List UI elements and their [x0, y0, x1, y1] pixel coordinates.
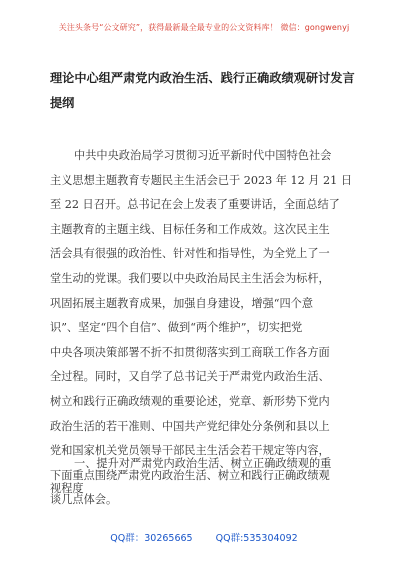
paragraph-line: 中央各项决策部署不折不扣贯彻落实到工商联工作各方面 — [50, 345, 330, 359]
paragraph-line: 主题教育的主题主线、目标任务和工作成效。这次民主生 — [50, 222, 330, 236]
paragraph-line: 主义思想主题教育专题民主生活会已于 2023 年 12 月 21 日 — [50, 173, 353, 187]
qq-group-1: QQ群：30265665 — [110, 533, 193, 544]
paragraph-line: 政治生活的若干准则、中国共产党纪律处分条例和县以上 — [50, 419, 330, 433]
title-line-2: 提纲 — [50, 96, 75, 110]
paragraph-line: 堂生动的党课。我们要以中央政治局民主生活会为标杆， — [50, 271, 330, 285]
qq-group-2: QQ群:535304092 — [215, 533, 298, 544]
document-title — [50, 66, 370, 116]
paragraph-line: 至 22 日召开。总书记在会上发表了重要讲话，全面总结了 — [50, 198, 340, 212]
paragraph-line: 活会具有很强的政治性、针对性和指导性，为全党上了一 — [50, 247, 330, 261]
paragraph-line: 谈几点体会。 — [50, 493, 118, 507]
section-heading-1 — [50, 452, 362, 501]
header-banner: 关注头条号“公文研究”，获得最新最全最专业的公文资料库！ 微信：gongwenyj — [58, 23, 350, 32]
paragraph-line: 党和国家机关党员领导干部民主生活会若干规定等内容， — [50, 444, 330, 458]
paragraph-line: 识”、坚定“四个自信”、做到“两个维护”，切实把党 — [50, 321, 303, 335]
heading-line: 视程度 — [50, 481, 84, 495]
paragraph-line: 全过程。同时，又自学了总书记关于严肃党内政治生活、 — [50, 370, 330, 384]
heading-line: 一、提升对严肃党内政治生活、树立正确政绩观的重 — [74, 457, 332, 470]
title-line-1: 理论中心组严肃党内政治生活、践行正确政绩观研讨发言 — [50, 71, 355, 85]
footer-contacts — [0, 530, 408, 544]
paragraph-line: 中共中央政治局学习贯彻习近平新时代中国特色社会 — [74, 149, 332, 162]
paragraph-line: 巩固拓展主题教育成果，加强自身建设，增强“四个意 — [50, 296, 314, 310]
paragraph-line: 下面重点围绕严肃党内政治生活、树立和践行正确政绩观 — [50, 468, 330, 482]
paragraph-line: 树立和践行正确政绩观的重要论述，党章、新形势下党内 — [50, 394, 330, 408]
